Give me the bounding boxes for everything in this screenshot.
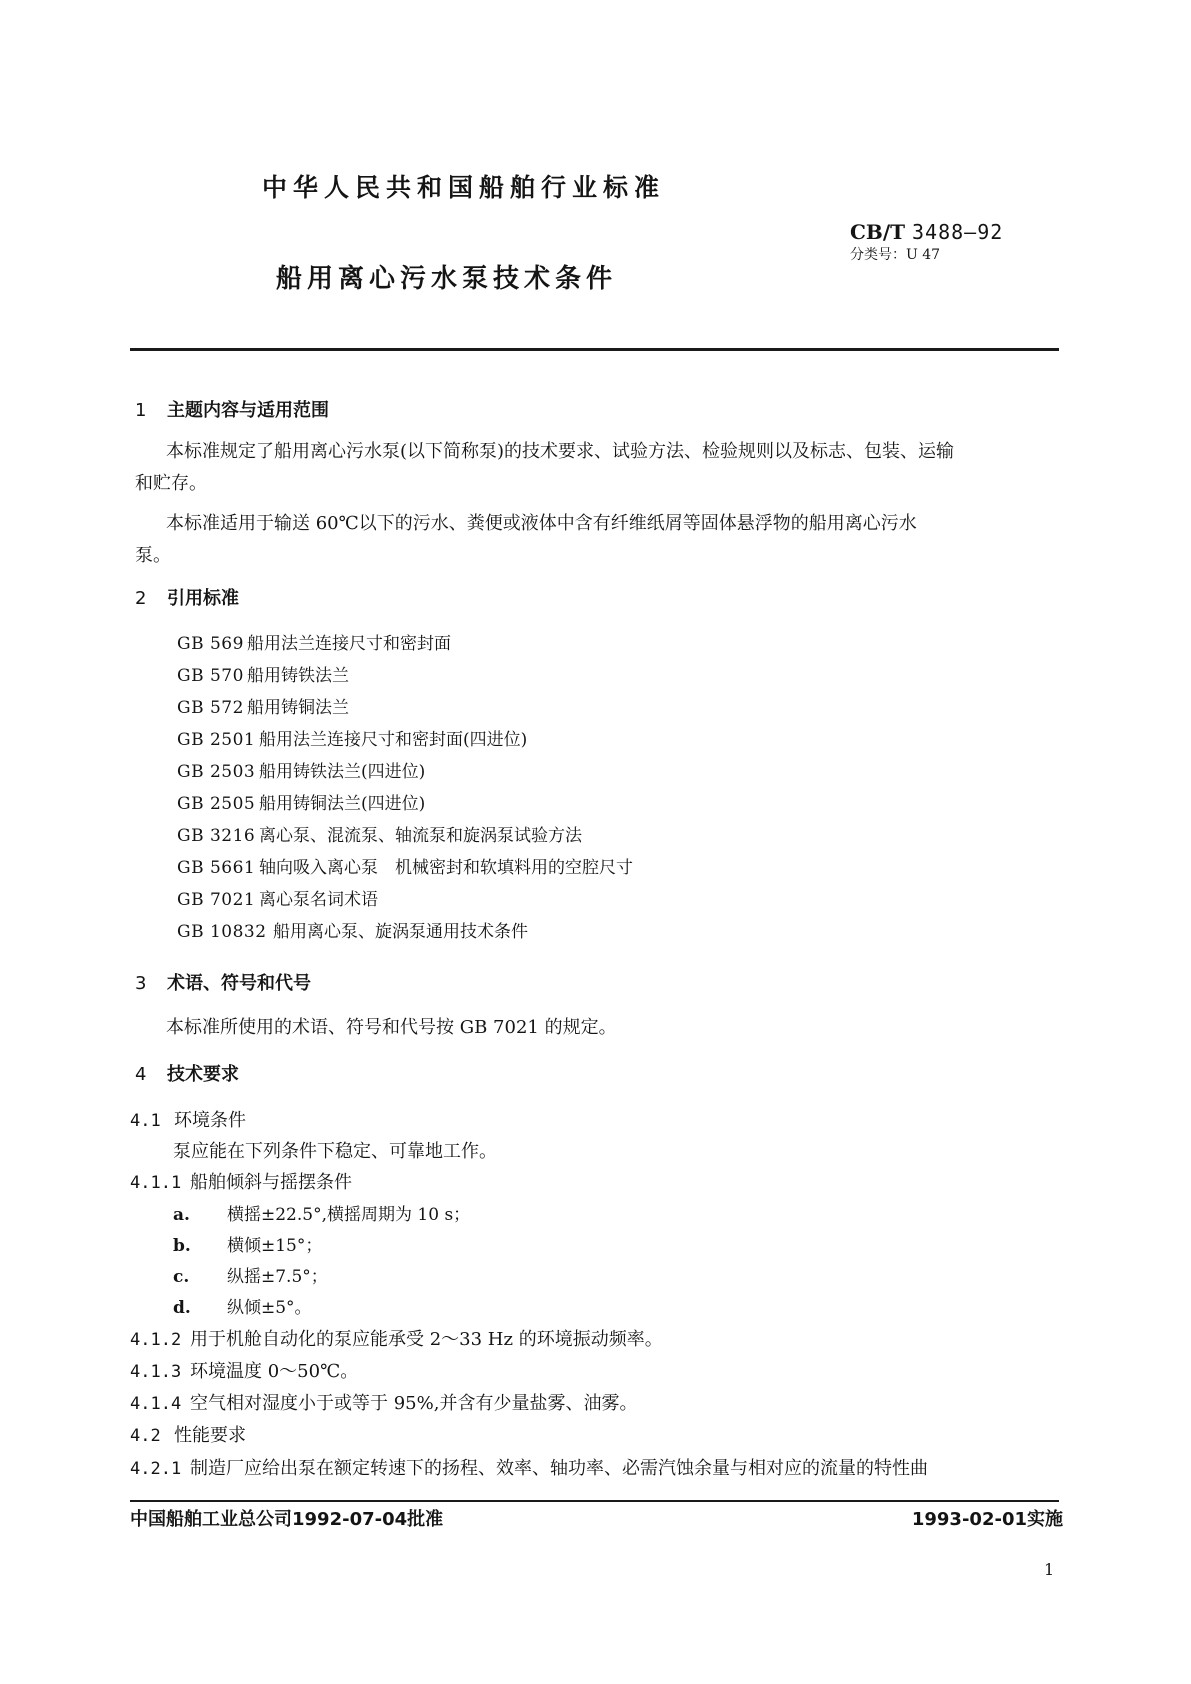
reference-item [177,629,451,654]
clause-number: 4.1.2 [130,1330,182,1350]
effective-date: 1993-02-01实施 [911,1509,1063,1530]
reference-code: GB 570 [177,666,244,686]
reference-name: 离心泵名词术语 [259,890,378,910]
reference-name: 船用法兰连接尺寸和密封面(四进位) [259,730,528,750]
section-number: 4 [135,1064,147,1085]
reference-code: GB 2505 [177,794,256,814]
reference-item [177,693,349,718]
clause-title: 性能要求 [174,1425,246,1446]
reference-code: GB 5661 [177,858,256,878]
reference-name: 离心泵、混流泵、轴流泵和旋涡泵试验方法 [259,826,582,846]
reference-name: 船用铸铜法兰 [247,698,349,718]
reference-name: 船用法兰连接尺寸和密封面 [247,634,451,654]
reference-code: GB 572 [177,698,244,718]
list-item [173,1293,312,1318]
section-2-heading [135,584,239,610]
code-prefix: CB/T [850,220,906,244]
standard-code [850,220,1003,244]
reference-item [177,661,349,686]
list-text: 纵倾±5°。 [227,1298,312,1318]
reference-name: 船用铸铁法兰 [247,666,349,686]
section-1-heading [135,396,329,422]
list-item [173,1200,470,1225]
clause-number: 4.2 [130,1426,161,1446]
reference-item [177,853,633,878]
page-number: 1 [1044,1560,1055,1579]
clause-title: 船舶倾斜与摇摆条件 [190,1172,352,1193]
section-title: 主题内容与适用范围 [167,400,329,421]
paragraph-line: 本标准规定了船用离心污水泵(以下简称泵)的技术要求、试验方法、检验规则以及标志、包装、运输 [166,441,955,462]
clause-4-1-2 [130,1325,663,1351]
section-title: 术语、符号和代号 [167,973,311,994]
list-label: c. [173,1267,190,1287]
reference-item [177,789,425,814]
list-item [173,1231,322,1256]
reference-item [177,821,582,846]
section-number: 3 [135,973,147,994]
section-title: 技术要求 [167,1064,239,1085]
reference-code: GB 10832 [177,922,267,942]
list-label: b. [173,1236,191,1256]
section-title: 引用标准 [167,588,239,609]
section-3-heading [135,969,311,995]
reference-item [177,757,425,782]
reference-code: GB 3216 [177,826,256,846]
paragraph-line: 本标准所使用的术语、符号和代号按 GB 7021 的规定。 [166,1017,617,1038]
code-number: 3488—92 [911,220,1004,244]
reference-name: 船用铸铜法兰(四进位) [259,794,426,814]
reference-name: 轴向吸入离心泵 机械密封和软填料用的空腔尺寸 [259,858,633,878]
reference-item [177,725,527,750]
list-text: 纵摇±7.5°； [227,1267,328,1287]
reference-code: GB 2503 [177,762,256,782]
clause-number: 4.1.4 [130,1394,182,1414]
reference-item [177,885,378,910]
clause-text: 环境温度 0～50℃。 [190,1361,359,1382]
paragraph-line: 本标准适用于输送 60℃以下的污水、粪便或液体中含有纤维纸屑等固体悬浮物的船用离心污水 [166,513,917,534]
section-4-heading [135,1060,239,1086]
reference-code: GB 7021 [177,890,256,910]
clause-4-1-3 [130,1357,358,1383]
clause-text: 空气相对湿度小于或等于 95%,并含有少量盐雾、油雾。 [190,1393,638,1414]
reference-name: 船用铸铁法兰(四进位) [259,762,426,782]
list-label: d. [173,1298,191,1318]
paragraph-line: 和贮存。 [135,473,207,494]
footer-divider [130,1500,1059,1502]
clause-text: 用于机舱自动化的泵应能承受 2～33 Hz 的环境振动频率。 [190,1329,663,1350]
clause-title: 环境条件 [174,1110,246,1131]
clause-text: 制造厂应给出泵在额定转速下的扬程、效率、轴功率、必需汽蚀余量与相对应的流量的特性曲 [190,1458,928,1479]
list-label: a. [173,1205,190,1225]
clause-number: 4.2.1 [130,1459,182,1479]
reference-code: GB 2501 [177,730,256,750]
clause-number: 4.1.3 [130,1362,182,1382]
paragraph-line: 泵。 [135,545,171,566]
reference-name: 船用离心泵、旋涡泵通用技术条件 [273,922,528,942]
clause-4-1 [130,1106,246,1132]
document-title: 船用离心污水泵技术条件 [276,264,618,294]
approval-line: 中国船舶工业总公司1992-07-04批准 [130,1509,444,1530]
reference-item [177,917,528,942]
classification-number: 分类号：U 47 [850,247,941,263]
clause-4-1-1 [130,1168,352,1194]
clause-4-1-4 [130,1389,637,1415]
list-text: 横倾±15°； [227,1236,323,1256]
list-text: 横摇±22.5°,横摇周期为 10 s； [227,1205,471,1225]
clause-4-2-1 [130,1454,928,1480]
paragraph-line: 泵应能在下列条件下稳定、可靠地工作。 [173,1141,497,1162]
header-divider [130,348,1059,351]
clause-4-2 [130,1421,246,1447]
list-item [173,1262,328,1287]
section-number: 2 [135,588,147,609]
clause-number: 4.1 [130,1111,161,1131]
standard-header: 中华人民共和国船舶行业标准 [262,173,666,202]
reference-code: GB 569 [177,634,244,654]
section-number: 1 [135,400,147,421]
clause-number: 4.1.1 [130,1173,182,1193]
